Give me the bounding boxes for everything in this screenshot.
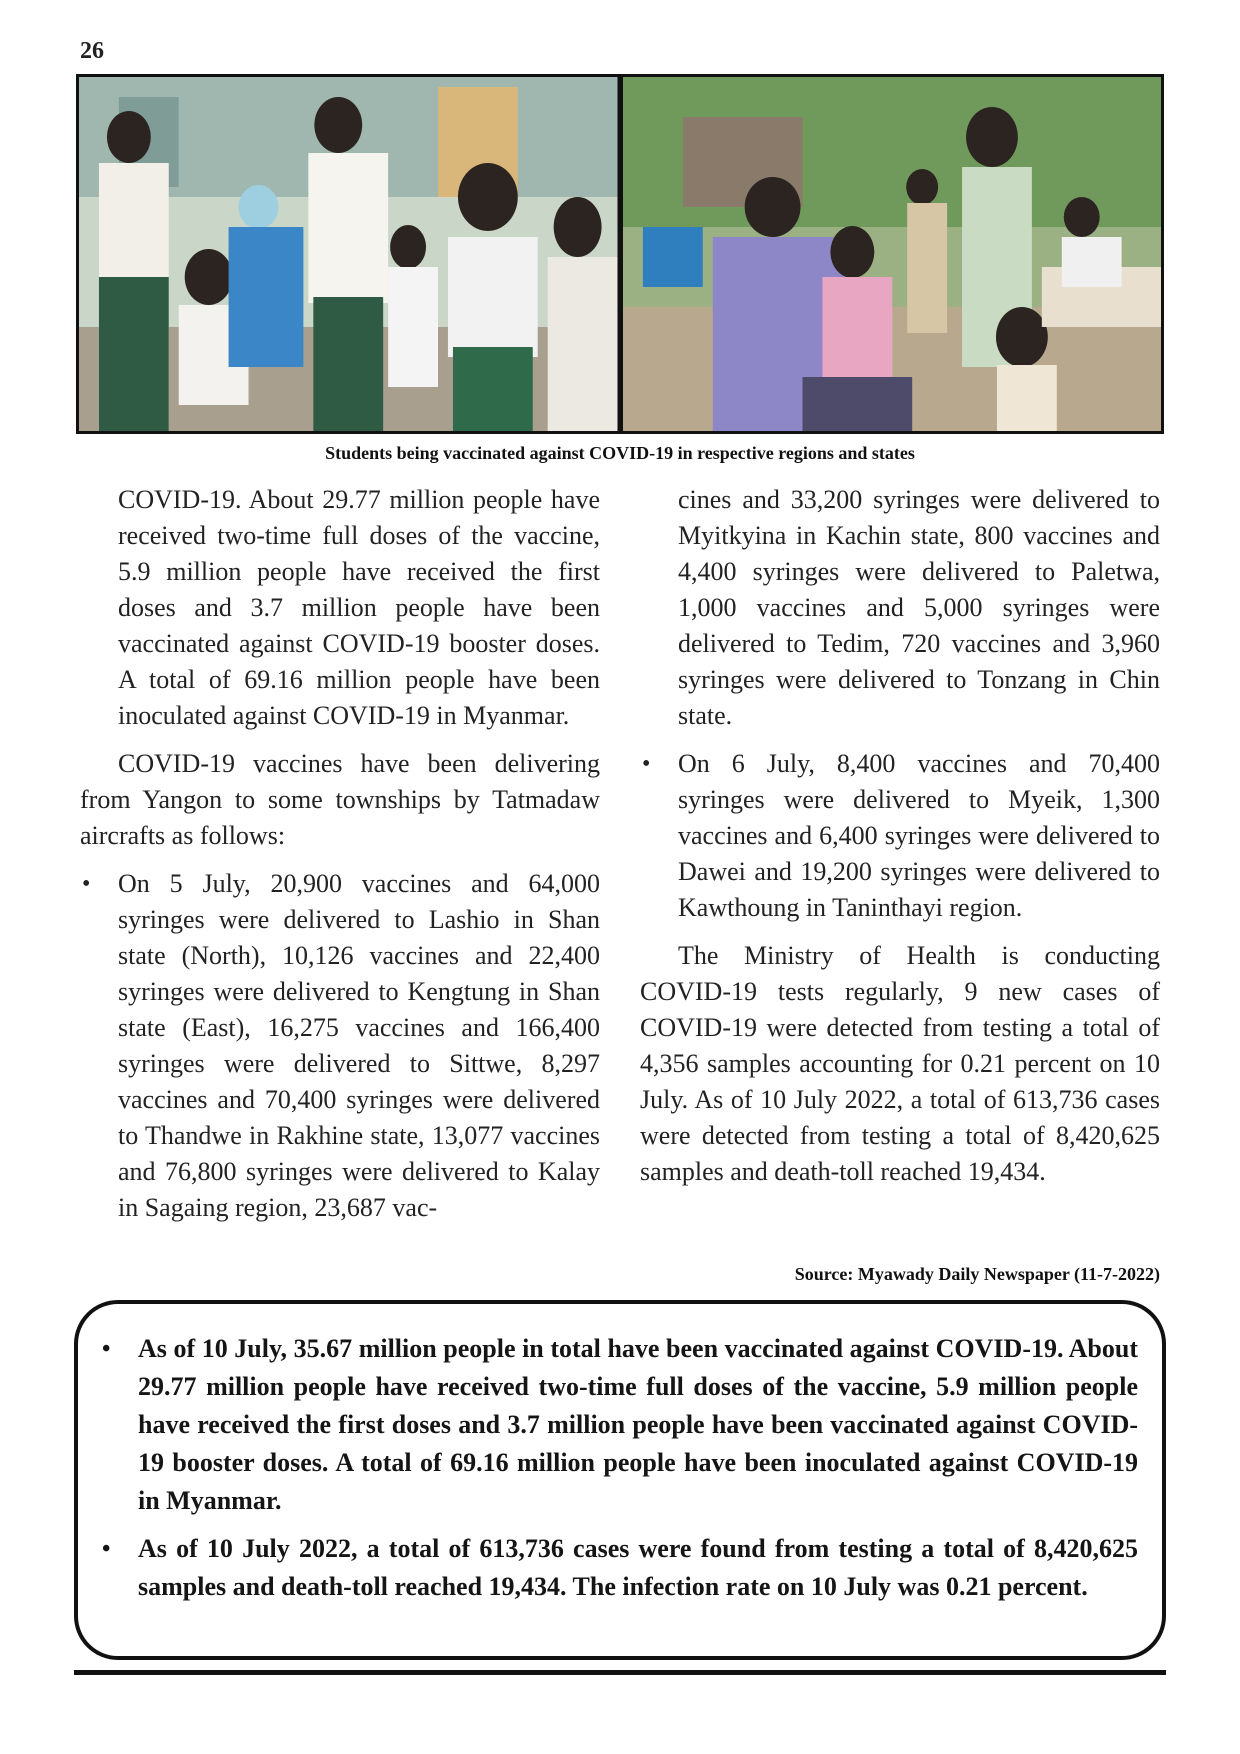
article-paragraph: COVID-19. About 29.77 million people have received two-time full doses of the vaccine, 5.9 million people have received the first doses and 3.7 million people have been vaccinated against COVID-19 booster doses. A total of 69.16 million people have been inoculated against COVID-19 in Myanmar. <box>118 485 600 730</box>
article-paragraph: COVID-19 vaccines have been delivering from Yangon to some townships by Tatmadaw aircrafts as follows: <box>80 749 600 850</box>
summary-item: • As of 10 July 2022, a total of 613,736 cases were found from testing a total of 8,420,625 samples and death-toll reached 19,434. The infection rate on 10 July was 0.21 percent. <box>102 1530 1138 1606</box>
article-paragraph: The Ministry of Health is conducting COVID-19 tests regularly, 9 new cases of COVID-19 were detected from testing a total of 4,356 samples accounting for 0.21 percent on 10 July. As of 10 July 2022, a total of 613,736 cases were detected from testing a total of 8,420,625 samples and death-toll reached 19,434. <box>640 941 1160 1186</box>
article-column-left <box>80 482 600 1238</box>
article-column-right <box>640 482 1160 1202</box>
classroom-vaccination-photo <box>79 77 618 431</box>
outdoor-vaccination-photo <box>623 77 1162 431</box>
article-paragraph: cines and 33,200 syringes were delivered to Myitkyina in Kachin state, 800 vaccines and 4,400 syringes were delivered to Paletwa, 1,000 vaccines and 5,000 syringes were delivered to Tedim, 720 vaccines and 3,960 syringes were delivered to Tonzang in Chin state. <box>678 485 1160 730</box>
summary-item: • As of 10 July, 35.67 million people in total have been vaccinated against COVID-19. About 29.77 million people have received two-time full doses of the vaccine, 5.9 million people have received the first doses and 3.7 million people have been vaccinated against COVID-19 booster doses. A total of 69.16 million people have been inoculated against COVID-19 in Myanmar. <box>102 1330 1138 1520</box>
photo-caption: Students being vaccinated against COVID-19 in respective regions and states <box>325 443 915 463</box>
delivery-list <box>80 866 600 1226</box>
source-citation: Source: Myawady Daily Newspaper (11-7-2022) <box>794 1264 1160 1284</box>
summary-box <box>74 1300 1166 1660</box>
list-item: • On 5 July, 20,900 vaccines and 64,000 syringes were delivered to Lashio in Shan state (North), 10,126 vaccines and 22,400 syringes were delivered to Kengtung in Shan state (East), 16,275 vaccines and 166,400 syringes were delivered to Sittwe, 8,297 vaccines and 70,400 syringes were delivered to Thandwe in Rakhine state, 13,077 vaccines and 76,800 syringes were delivered to Kalay in Sagaing region, 23,687 vac- <box>80 866 600 1226</box>
list-item: • On 6 July, 8,400 vaccines and 70,400 syringes were delivered to Myeik, 1,300 vaccines and 6,400 syringes were delivered to Dawei and 19,200 syringes were delivered to Kawthoung in Taninthayi region. <box>640 746 1160 926</box>
delivery-list <box>640 746 1160 926</box>
photo-strip <box>76 74 1164 434</box>
bottom-divider <box>74 1670 1166 1675</box>
page-number: 26 <box>80 38 104 64</box>
